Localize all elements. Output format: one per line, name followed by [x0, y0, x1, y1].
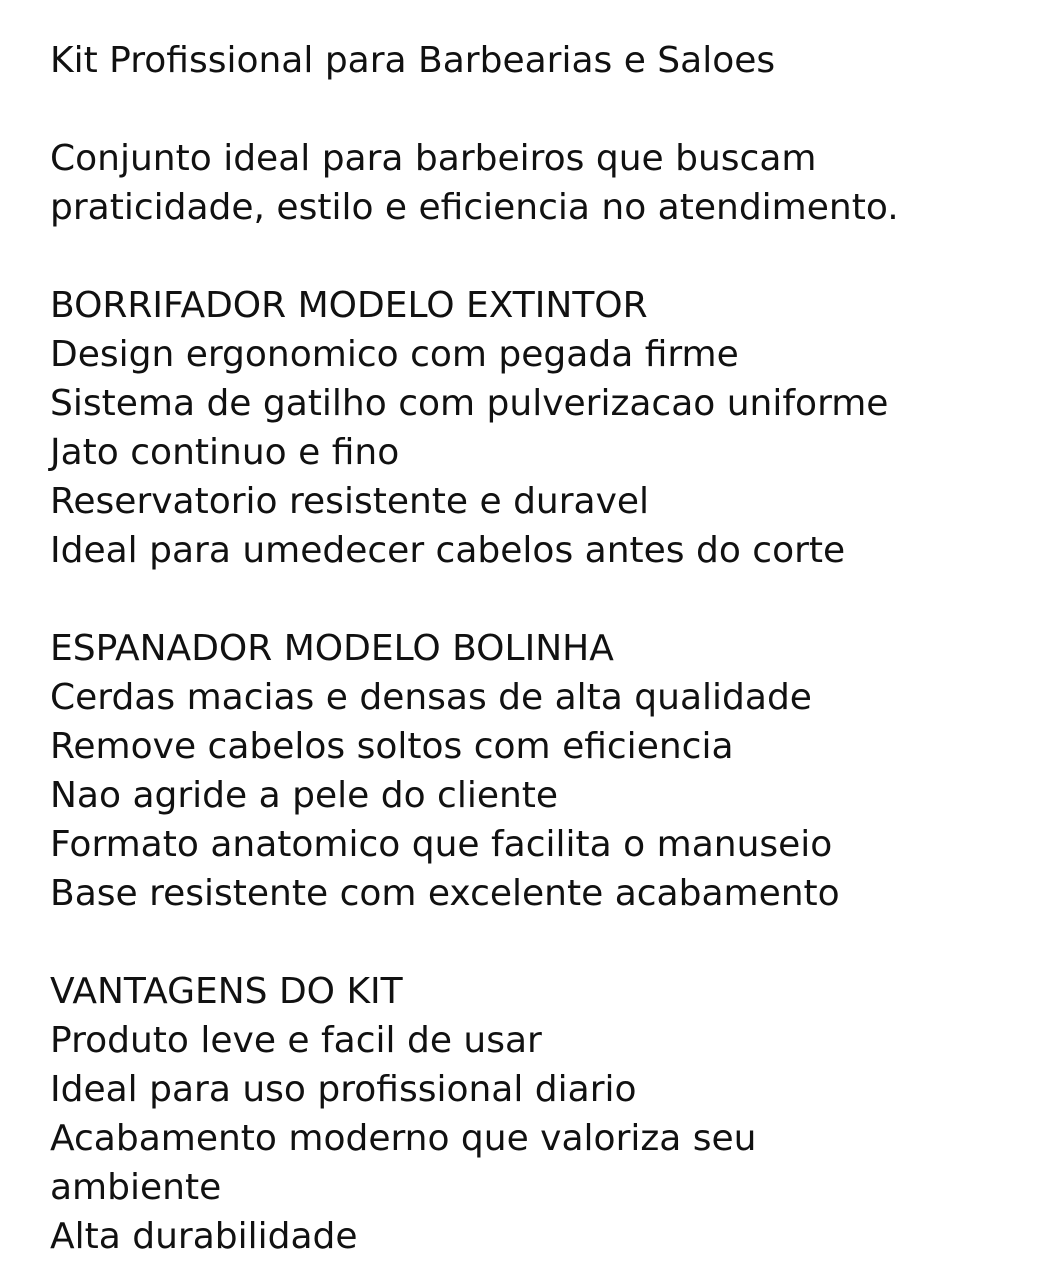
- intro-paragraph: [50, 134, 1020, 232]
- section-borrifador: [50, 281, 1020, 575]
- feature-item: Base resistente com excelente acabamento: [50, 873, 840, 914]
- feature-item: Design ergonomico com pegada firme: [50, 334, 739, 375]
- intro-line: praticidade, estilo e eficiencia no atendimento.: [50, 187, 899, 228]
- feature-item: Cerdas macias e densas de alta qualidade: [50, 677, 812, 718]
- product-description: [50, 36, 1020, 1261]
- document-title: Kit Profissional para Barbearias e Saloes: [50, 40, 776, 81]
- section-heading: ESPANADOR MODELO BOLINHA: [50, 628, 614, 669]
- feature-item: Produto leve e facil de usar: [50, 1020, 542, 1061]
- feature-item: Formato anatomico que facilita o manuseio: [50, 824, 833, 865]
- feature-item: Jato continuo e fino: [50, 432, 400, 473]
- feature-item: Ideal para umedecer cabelos antes do corte: [50, 530, 846, 571]
- feature-item: Acabamento moderno que valoriza seu: [50, 1118, 757, 1159]
- feature-item: Remove cabelos soltos com eficiencia: [50, 726, 734, 767]
- feature-item: Sistema de gatilho com pulverizacao uniforme: [50, 383, 889, 424]
- section-espanador: [50, 624, 1020, 918]
- spacer: [50, 918, 1020, 967]
- spacer: [50, 575, 1020, 624]
- section-heading: VANTAGENS DO KIT: [50, 971, 403, 1012]
- section-vantagens: [50, 967, 1020, 1261]
- feature-item: Ideal para uso profissional diario: [50, 1069, 637, 1110]
- section-heading: BORRIFADOR MODELO EXTINTOR: [50, 285, 648, 326]
- feature-item: Alta durabilidade: [50, 1216, 358, 1257]
- feature-item: Reservatorio resistente e duravel: [50, 481, 650, 522]
- intro-line: Conjunto ideal para barbeiros que buscam: [50, 138, 817, 179]
- spacer: [50, 86, 1020, 134]
- feature-item: ambiente: [50, 1167, 222, 1208]
- spacer: [50, 232, 1020, 281]
- feature-item: Nao agride a pele do cliente: [50, 775, 559, 816]
